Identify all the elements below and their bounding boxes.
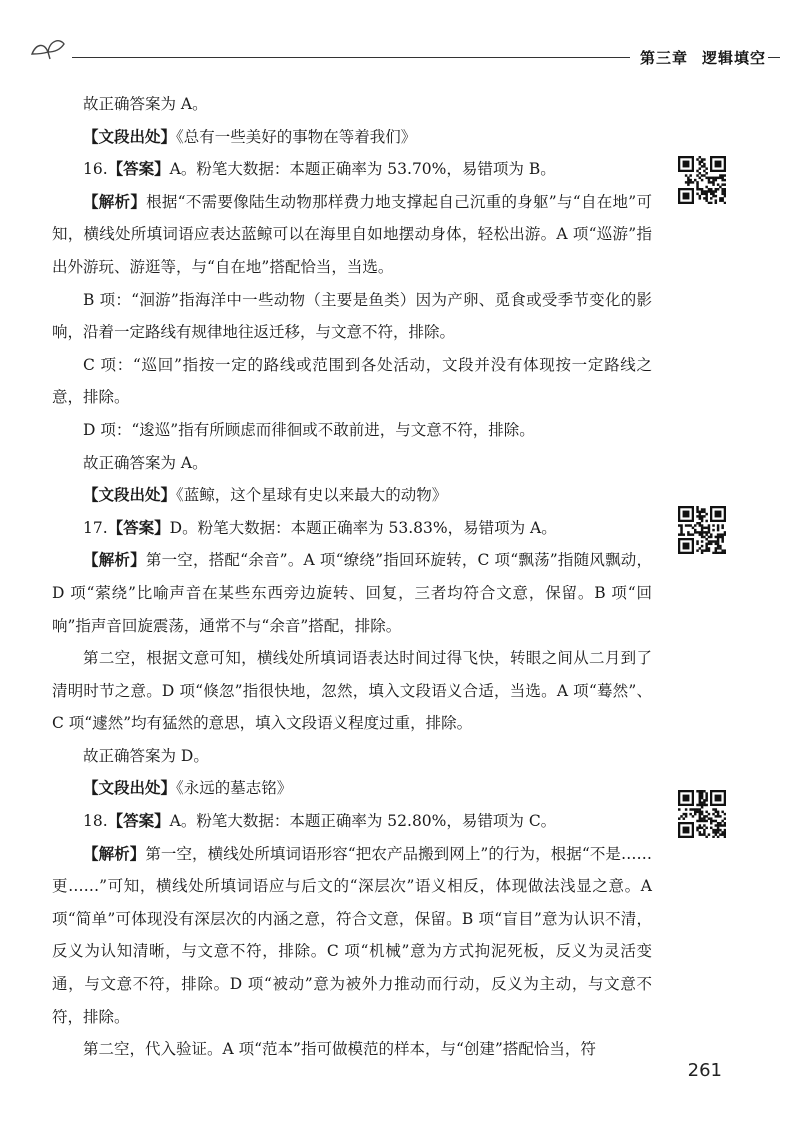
source-text: 《永远的墓志铭》 bbox=[176, 779, 293, 798]
answer-tag: 【答案】 bbox=[107, 160, 170, 179]
source-text: 《蓝鲸，这个星球有史以来最大的动物》 bbox=[176, 486, 448, 505]
qr-code-icon bbox=[678, 506, 726, 554]
chapter-number: 第三章 bbox=[639, 49, 688, 67]
paragraph-text: 第二空，根据文意可知，横线处所填词语表达时间过得飞快，转眼之间从二月到了清明时节之意。D 项“倏忽”指很快地，忽然，填入文段语义合适，当选。A 项“蓦然”、C 项“遽然”均有猛然的意思，填入文段语义程度过重，排除。 bbox=[52, 649, 652, 733]
paragraph-text: C 项：“巡回”指按一定的路线或范围到各处活动，文段并没有体现按一定路线之意，排除。 bbox=[52, 355, 652, 407]
analysis-text: 第一空，搭配“余音”。A 项“缭绕”指回环旋转，C 项“飘荡”指随风飘动，D 项“萦绕”比喻声音在某些东西旁边旋转、回复，三者均符合文意，保留。B 项“回响”指声音回旋震荡，通常不与“余音”搭配，排除。 bbox=[52, 551, 652, 635]
qr-code-17[interactable] bbox=[678, 506, 726, 554]
answer-text: A。粉笔大数据：本题正确率为 52.80%，易错项为 C。 bbox=[169, 812, 557, 831]
answer-line bbox=[52, 512, 652, 545]
paragraph-text: 故正确答案为 A。 bbox=[83, 95, 208, 113]
header-rule bbox=[72, 57, 630, 58]
paragraph bbox=[52, 349, 652, 414]
chapter-heading bbox=[640, 47, 766, 68]
question-number: 18. bbox=[83, 812, 108, 831]
answer-tag: 【答案】 bbox=[107, 812, 170, 831]
paragraph bbox=[52, 284, 652, 349]
answer-text: D。粉笔大数据：本题正确率为 53.83%，易错项为 A。 bbox=[169, 518, 557, 537]
analysis-tag: 【解析】 bbox=[83, 551, 146, 570]
paragraph-text: D 项：“逡巡”指有所顾虑而徘徊或不敢前进，与文意不符，排除。 bbox=[83, 420, 535, 439]
paragraph-text: 故正确答案为 D。 bbox=[83, 746, 209, 765]
question-number: 16. bbox=[83, 160, 108, 179]
paragraph bbox=[52, 740, 652, 773]
qr-code-18[interactable] bbox=[678, 790, 726, 838]
paragraph-text: 第二空，代入验证。A 项“范本”指可做模范的样本，与“创建”搭配恰当，符 bbox=[83, 1040, 596, 1059]
qr-code-icon bbox=[678, 156, 726, 204]
chapter-title: 逻辑填空 bbox=[701, 49, 766, 67]
paragraph bbox=[52, 88, 652, 121]
source-line bbox=[52, 121, 652, 154]
source-line bbox=[52, 479, 652, 512]
paragraph bbox=[52, 1033, 652, 1066]
answer-body bbox=[52, 88, 652, 1066]
paragraph bbox=[52, 447, 652, 480]
analysis-paragraph bbox=[52, 544, 652, 642]
leaf-icon bbox=[28, 32, 68, 62]
answer-text: A。粉笔大数据：本题正确率为 53.70%，易错项为 B。 bbox=[169, 160, 556, 179]
paragraph bbox=[52, 642, 652, 740]
source-text: 《总有一些美好的事物在等着我们》 bbox=[176, 127, 417, 146]
header-rule-end bbox=[768, 57, 780, 58]
qr-code-16[interactable] bbox=[678, 156, 726, 204]
source-tag: 【文段出处】 bbox=[83, 486, 177, 505]
question-number: 17. bbox=[83, 518, 108, 537]
answer-line bbox=[52, 153, 652, 186]
analysis-tag: 【解析】 bbox=[83, 192, 147, 211]
analysis-paragraph bbox=[52, 186, 652, 284]
paragraph-text: 故正确答案为 A。 bbox=[83, 453, 208, 472]
analysis-text: 第一空，横线处所填词语形容“把农产品搬到网上”的行为，根据“不是……更……”可知，横线处所填词语应与后文的“深层次”语义相反，体现做法浅显之意。A 项“简单”可体现没有深层次的内涵之意，符合文意，保留。B 项“盲目”意为认识不清，反义为认知清晰，与文意不符，排除。C 项“机械”意为方式拘泥死板，反义为灵活变通，与文意不符，排除。D 项“被动”意为被外力推动而行动，反义为主动，与文意不符，排除。 bbox=[52, 844, 652, 1026]
source-tag: 【文段出处】 bbox=[83, 779, 177, 798]
answer-tag: 【答案】 bbox=[107, 518, 170, 537]
answer-line bbox=[52, 805, 652, 838]
analysis-tag: 【解析】 bbox=[83, 844, 146, 863]
paragraph bbox=[52, 414, 652, 447]
analysis-paragraph bbox=[52, 838, 652, 1034]
source-tag: 【文段出处】 bbox=[83, 127, 177, 146]
page-header bbox=[28, 30, 780, 70]
qr-code-icon bbox=[678, 790, 726, 838]
paragraph-text: B 项：“洄游”指海洋中一些动物（主要是鱼类）因为产卵、觅食或受季节变化的影响，沿着一定路线有规律地往返迁移，与文意不符，排除。 bbox=[52, 290, 652, 342]
source-line bbox=[52, 772, 652, 805]
page-number: 261 bbox=[687, 1060, 722, 1081]
analysis-text: 根据“不需要像陆生动物那样费力地支撑起自己沉重的身躯”与“自在地”可知，横线处所填词语应表达蓝鲸可以在海里自如地摆动身体，轻松出游。A 项“巡游”指出外游玩、游逛等，与“自在地”搭配恰当，当选。 bbox=[52, 192, 652, 276]
